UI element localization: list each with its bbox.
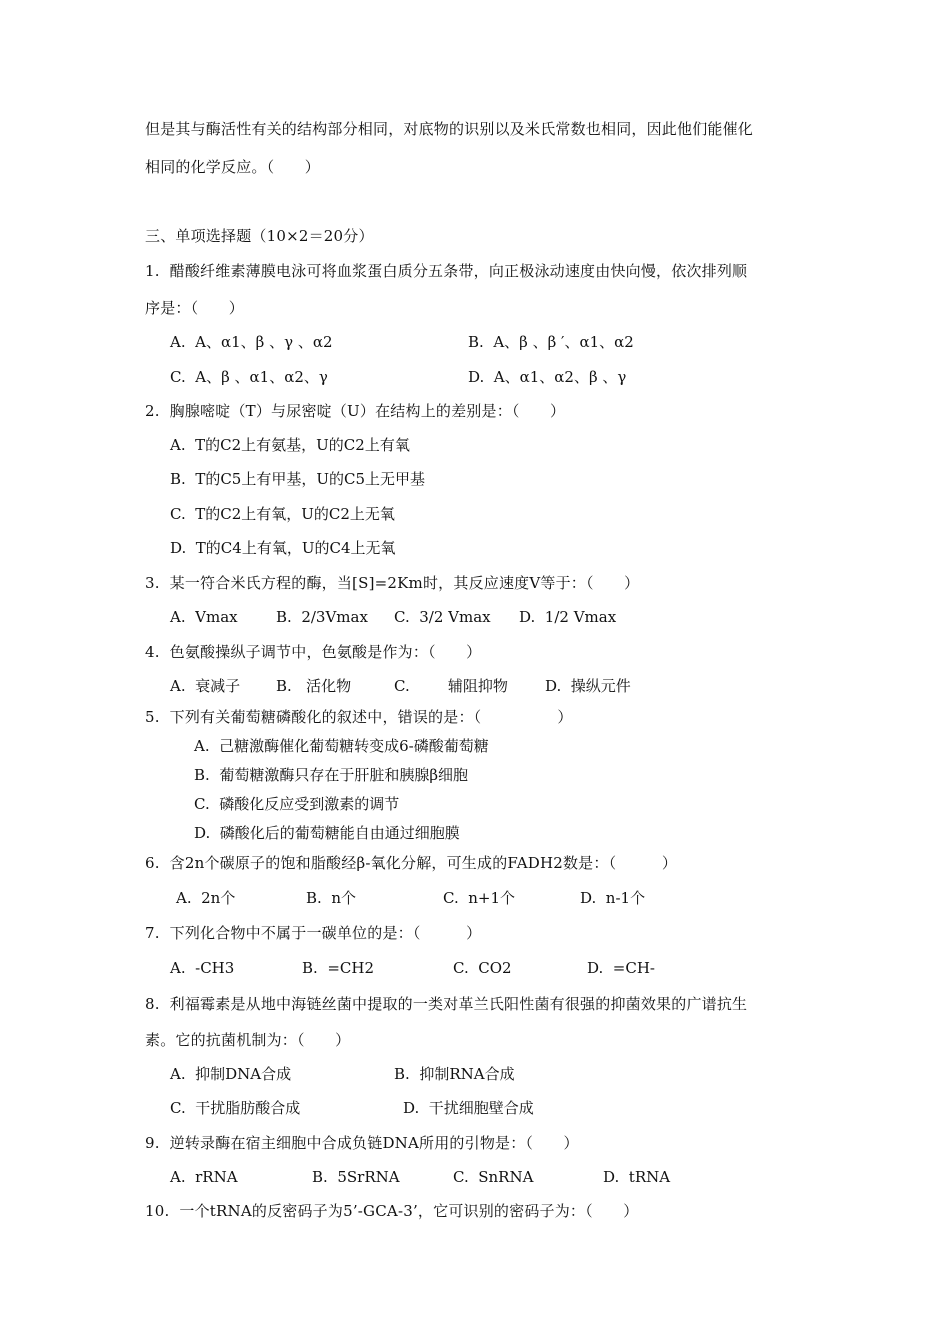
question-8-line-2: 素。它的抗菌机制为：（ ）	[145, 1031, 351, 1049]
question-7-option-a: A. -CH3	[170, 959, 235, 977]
question-4-option-a: A. 衰减子	[170, 677, 241, 695]
question-7-option-d: D. =CH-	[587, 959, 655, 977]
question-4-option-d: D. 操纵元件	[545, 677, 631, 695]
question-6-option-d: D. n-1个	[580, 889, 646, 907]
question-8-option-d: D. 干扰细胞壁合成	[403, 1099, 534, 1117]
question-6-option-a: A. 2n个	[176, 889, 236, 907]
question-8-option-a: A. 抑制DNA合成	[170, 1065, 292, 1083]
question-2-stem: 2. 胸腺嘧啶（T）与尿密啶（U）在结构上的差别是：（ ）	[145, 402, 566, 420]
question-5-option-b: B. 葡萄糖激酶只存在于肝脏和胰腺β细胞	[194, 766, 469, 784]
question-1-option-b: B. A、β 、β ′、α1、α2	[468, 333, 634, 351]
question-9-option-c: C. SnRNA	[453, 1168, 534, 1186]
question-1-line-1: 1. 醋酸纤维素薄膜电泳可将血浆蛋白质分五条带，向正极泳动速度由快向慢，依次排列顺	[145, 262, 748, 280]
question-2-option-d: D. T的C4上有氧，U的C4上无氧	[170, 539, 396, 557]
intro-line-1: 但是其与酶活性有关的结构部分相同，对底物的识别以及米氏常数也相同，因此他们能催化	[145, 120, 754, 138]
question-7-option-c: C. CO2	[453, 959, 512, 977]
question-1-option-c: C. A、β 、α1、α2、γ	[170, 368, 328, 386]
question-3-stem: 3. 某一符合米氏方程的酶，当[S]=2Km时，其反应速度V等于：（ ）	[145, 574, 640, 592]
question-3-option-c: C. 3/2 Vmax	[394, 608, 491, 626]
question-2-option-b: B. T的C5上有甲基，U的C5上无甲基	[170, 470, 426, 488]
question-5-option-a: A. 己糖激酶催化葡萄糖转变成6-磷酸葡萄糖	[194, 737, 489, 755]
question-8-line-1: 8. 利福霉素是从地中海链丝菌中提取的一类对革兰氏阳性菌有很强的抑菌效果的广谱抗生	[145, 995, 748, 1013]
section-title: 三、单项选择题（10×2＝20分）	[145, 227, 374, 245]
question-9-stem: 9. 逆转录酶在宿主细胞中合成负链DNA所用的引物是：（ ）	[145, 1134, 579, 1152]
question-6-stem: 6. 含2n个碳原子的饱和脂酸经β-氧化分解，可生成的FADH2数是：（ ）	[145, 854, 678, 872]
question-7-option-b: B. =CH2	[302, 959, 374, 977]
question-1-option-d: D. A、α1、α2、β 、γ	[468, 368, 627, 386]
question-1-line-2: 序是：（ ）	[145, 299, 244, 317]
question-6-option-c: C. n+1个	[443, 889, 516, 907]
question-9-option-a: A. rRNA	[170, 1168, 238, 1186]
question-2-option-c: C. T的C2上有氧，U的C2上无氧	[170, 505, 395, 523]
question-4-stem: 4. 色氨酸操纵子调节中，色氨酸是作为：（ ）	[145, 643, 482, 661]
question-3-option-d: D. 1/2 Vmax	[519, 608, 617, 626]
question-7-stem: 7. 下列化合物中不属于一碳单位的是：（ ）	[145, 924, 482, 942]
question-3-option-a: A. Vmax	[170, 608, 238, 626]
question-5-stem: 5. 下列有关葡萄糖磷酸化的叙述中，错误的是：（ ）	[145, 708, 573, 726]
question-8-option-c: C. 干扰脂肪酸合成	[170, 1099, 301, 1117]
question-4-option-c: C. 辅阻抑物	[394, 677, 508, 695]
question-5-option-c: C. 磷酸化反应受到激素的调节	[194, 795, 400, 813]
question-5-option-d: D. 磷酸化后的葡萄糖能自由通过细胞膜	[194, 824, 460, 842]
question-8-option-b: B. 抑制RNA合成	[394, 1065, 515, 1083]
question-9-option-d: D. tRNA	[603, 1168, 671, 1186]
question-2-option-a: A. T的C2上有氨基，U的C2上有氧	[170, 436, 410, 454]
question-3-option-b: B. 2/3Vmax	[276, 608, 368, 626]
question-6-option-b: B. n个	[306, 889, 356, 907]
question-1-option-a: A. A、α1、β 、γ 、α2	[170, 333, 333, 351]
question-9-option-b: B. 5SrRNA	[312, 1168, 400, 1186]
intro-line-2: 相同的化学反应。（ ）	[145, 158, 320, 176]
question-4-option-b: B. 活化物	[276, 677, 352, 695]
question-10-stem: 10. 一个tRNA的反密码子为5’-GCA-3’，它可识别的密码子为：（ ）	[145, 1202, 639, 1220]
